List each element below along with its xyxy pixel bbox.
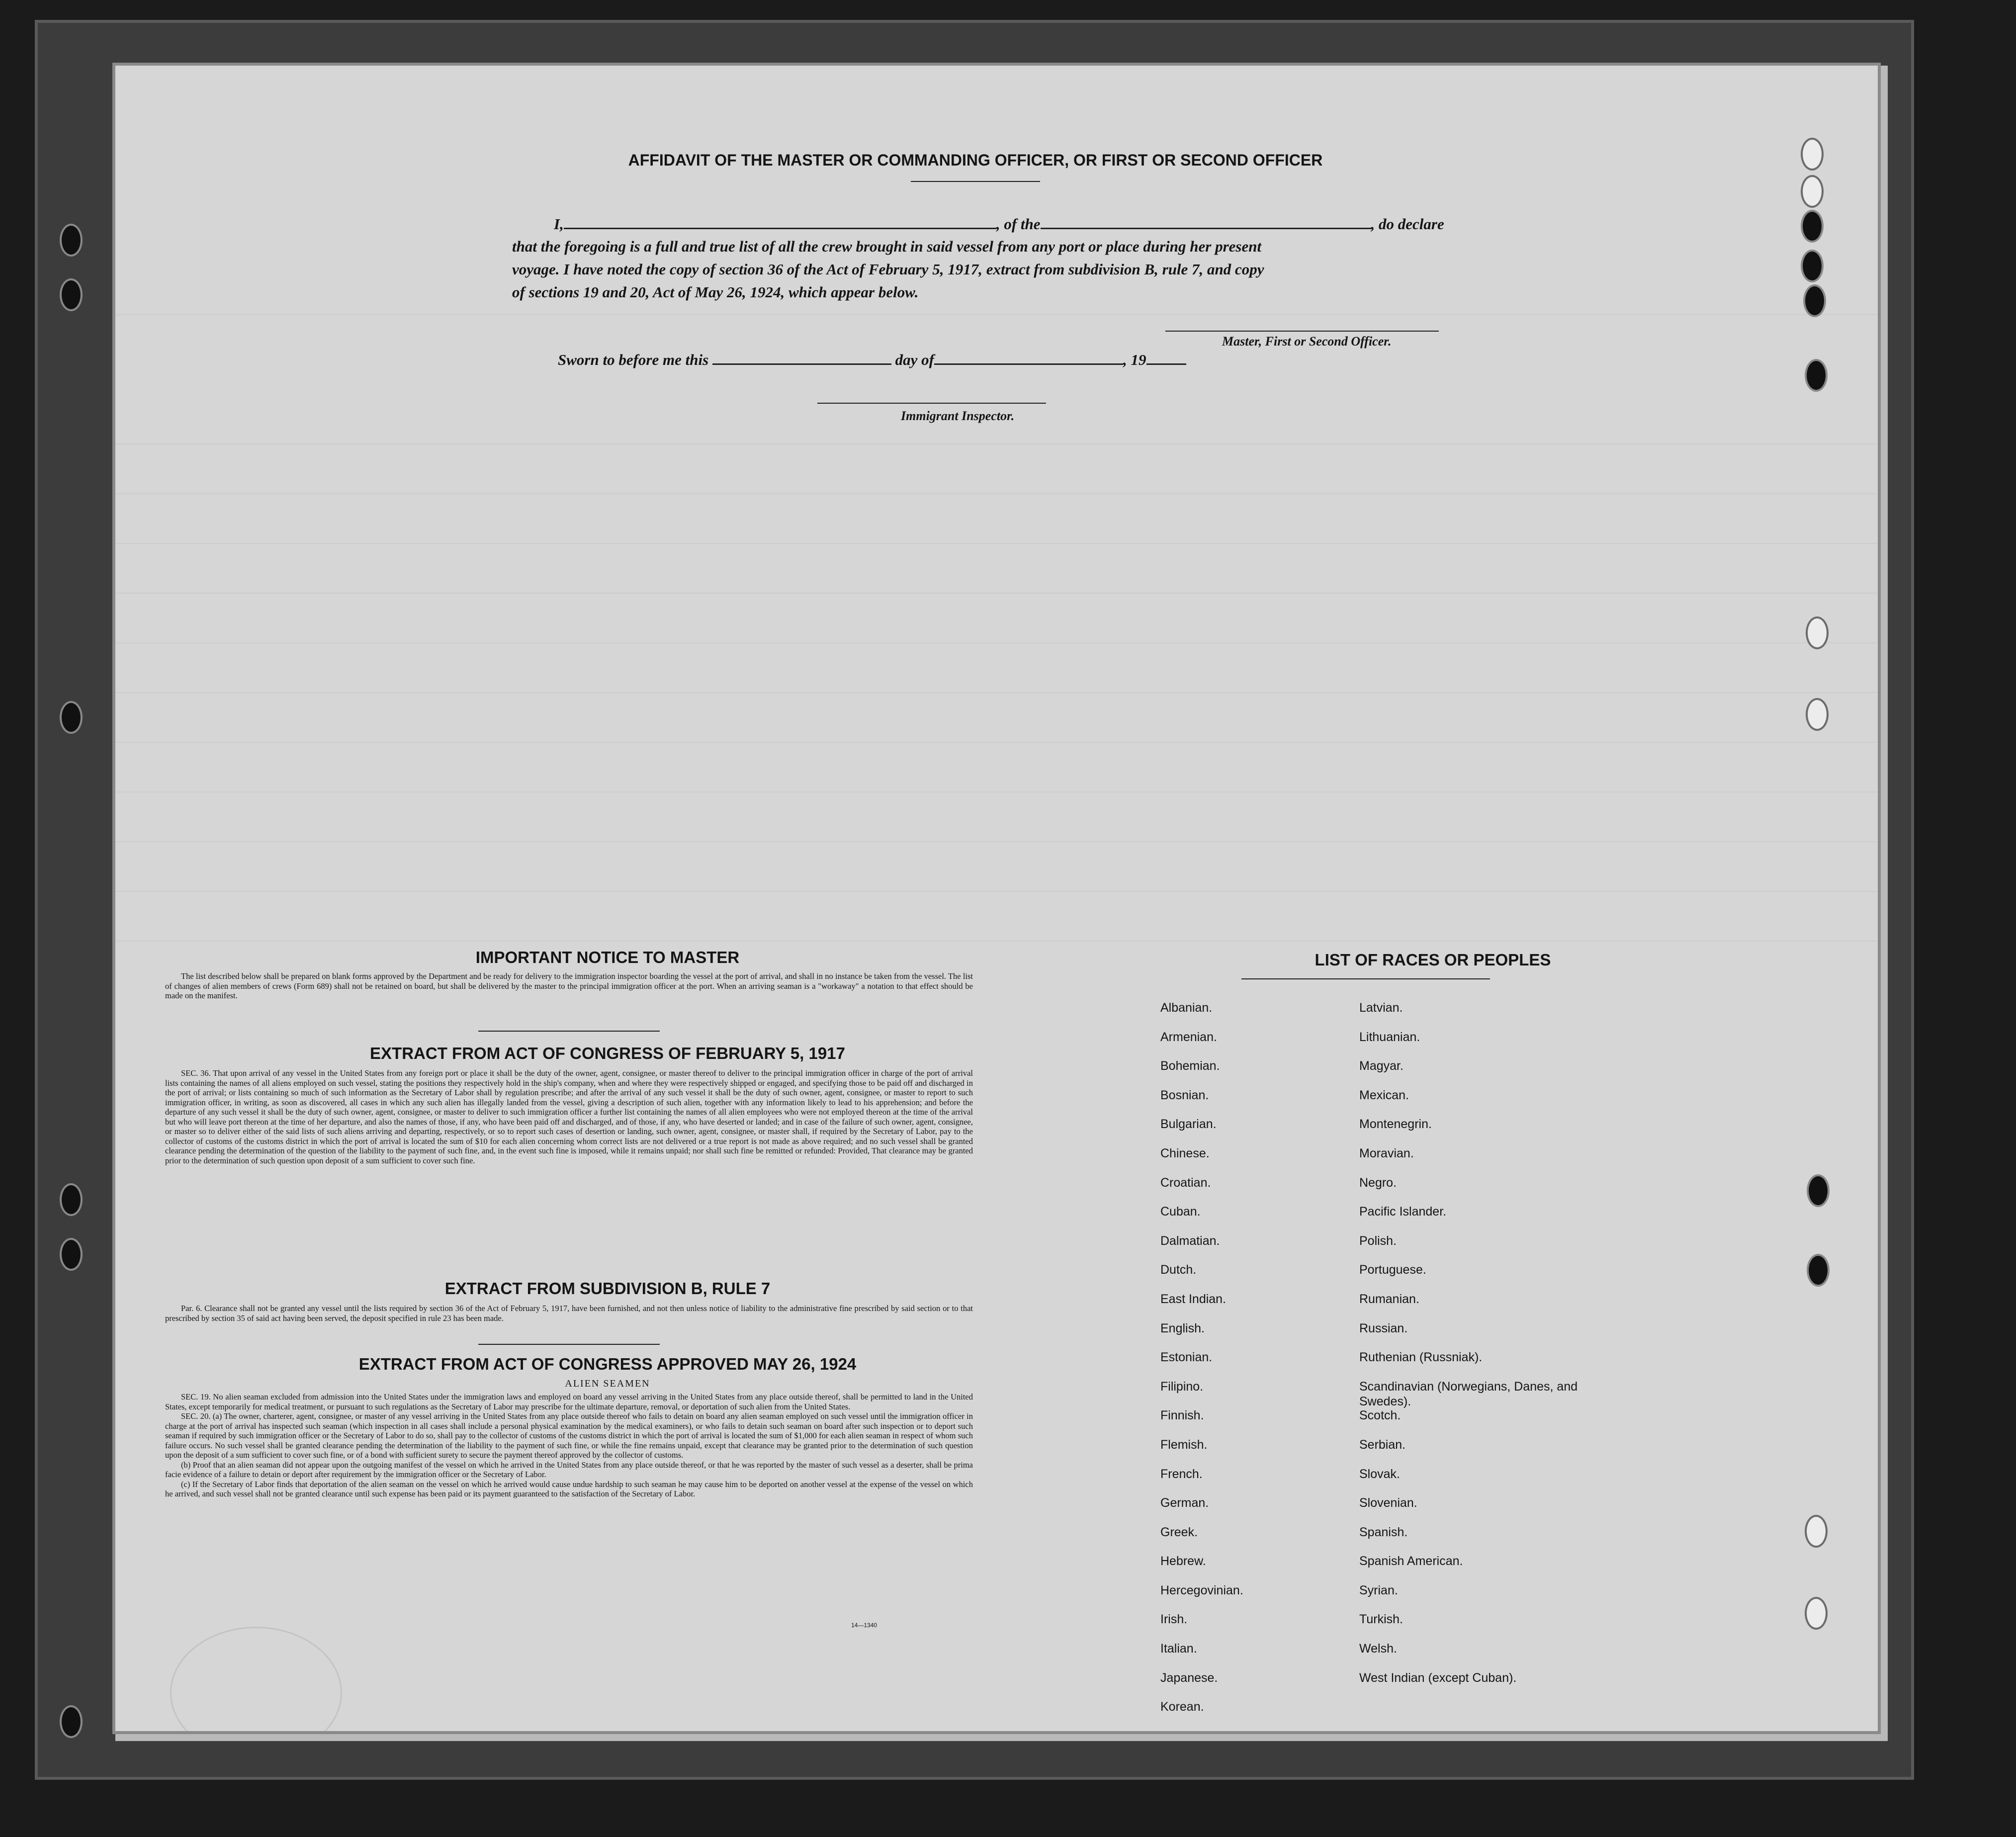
extract-rule7-heading: EXTRACT FROM SUBDIVISION B, RULE 7 <box>444 1279 771 1298</box>
heading-rule <box>911 181 1040 182</box>
section-20c-paragraph: (c) If the Secretary of Labor finds that deportation of the alien seaman on the vessel on which he arrived would cause undue hardship to such seaman he may cause him to be deported on another vessel at the expense of the vessel on which he arrived, and such vessel shall not be granted clearance until such expense has been paid or its payment guaranteed to the satisfaction of the Secretary of Labor. <box>165 1479 973 1498</box>
race-item: Negro. <box>1359 1175 1397 1190</box>
race-item: Polish. <box>1359 1233 1397 1248</box>
punch-hole <box>60 701 83 734</box>
race-item: Bosnian. <box>1160 1088 1209 1102</box>
race-item: West Indian (except Cuban). <box>1359 1670 1517 1685</box>
punch-hole <box>1806 698 1829 731</box>
punch-hole <box>1805 359 1828 392</box>
race-item: Rumanian. <box>1359 1292 1419 1306</box>
extract-1924-text <box>165 1392 973 1499</box>
year-text: , 19 <box>1123 351 1146 368</box>
race-item: Syrian. <box>1359 1583 1398 1597</box>
ghost-rule <box>115 493 1878 494</box>
inspector-signature-line <box>817 403 1046 404</box>
race-item: Moravian. <box>1359 1146 1414 1160</box>
sworn-text: Sworn to before me this <box>558 351 709 368</box>
punch-hole <box>60 278 83 311</box>
race-item: Cuban. <box>1160 1205 1201 1219</box>
vessel-blank <box>1041 215 1371 229</box>
races-heading-rule <box>1241 978 1490 979</box>
race-item: Russian. <box>1359 1321 1408 1335</box>
notice-text <box>165 971 973 1001</box>
extract-1917-text <box>165 1068 973 1165</box>
punch-hole <box>1801 210 1824 243</box>
race-item: Italian. <box>1160 1642 1197 1656</box>
extract-rule7-text <box>165 1304 973 1323</box>
race-item: Finnish. <box>1160 1408 1204 1423</box>
name-blank <box>564 215 996 229</box>
paragraph-6: Par. 6. Clearance shall not be granted any vessel until the lists required by section 36 of the Act of February 5, 1917, have been furnished, and not then unless notice of liability to the administrative fine prescribed by said section or to that prescribed by section 35 of said act having been served, the deposit specified in rule 23 has been made. <box>165 1304 973 1323</box>
ghost-rule <box>115 891 1878 892</box>
ghost-rule <box>115 443 1878 444</box>
race-item: Latvian. <box>1359 1001 1403 1015</box>
race-item: Filipino. <box>1160 1379 1204 1394</box>
punch-hole <box>60 1705 83 1738</box>
ghost-rule <box>115 543 1878 544</box>
race-item: Pacific Islander. <box>1359 1205 1447 1219</box>
race-item: Korean. <box>1160 1700 1204 1714</box>
section-19-paragraph: SEC. 19. No alien seaman excluded from admission into the United States under the immigration laws and employed on board any vessel arriving in the United States from any place outside thereof, shall be permitted to land in the United States, except temporarily for medical treatment, or pursuant to such regulations as the Secretary of Labor may prescribe for the ultimate departure, removal, or deportation of such alien from the United States. <box>165 1392 973 1411</box>
ghost-rule <box>115 941 1878 942</box>
inspector-signature-label: Immigrant Inspector. <box>901 409 1015 423</box>
race-item: Hebrew. <box>1160 1554 1206 1569</box>
punch-hole <box>1801 138 1824 171</box>
punch-hole <box>1805 1597 1828 1630</box>
ghost-rule <box>115 314 1878 315</box>
ghost-rule <box>115 593 1878 594</box>
punch-hole <box>1806 616 1829 649</box>
race-item: Montenegrin. <box>1359 1117 1432 1132</box>
race-item: Turkish. <box>1359 1612 1403 1627</box>
extract-1924-heading: EXTRACT FROM ACT OF CONGRESS APPROVED MAY 26, 1924 <box>358 1355 857 1373</box>
sworn-month-blank <box>934 350 1123 365</box>
master-signature-label: Master, First or Second Officer. <box>1222 334 1392 349</box>
race-item: Mexican. <box>1359 1088 1409 1102</box>
race-item: Magyar. <box>1359 1059 1403 1073</box>
ghost-rule <box>115 642 1878 643</box>
race-item: Portuguese. <box>1359 1263 1426 1277</box>
form-number: 14—1340 <box>851 1622 877 1629</box>
race-item: Armenian. <box>1160 1030 1217 1044</box>
punch-hole <box>1801 175 1824 208</box>
declaration-i: I, <box>554 215 564 233</box>
sworn-line <box>558 350 1186 369</box>
race-item: Dalmatian. <box>1160 1233 1220 1248</box>
race-item: Spanish American. <box>1359 1554 1463 1569</box>
punch-hole <box>1807 1174 1830 1207</box>
race-item: Japanese. <box>1160 1670 1218 1685</box>
race-item: Bulgarian. <box>1160 1117 1217 1132</box>
race-item: Scandinavian (Norwegians, Danes, and Swedes). <box>1359 1379 1578 1408</box>
punch-hole <box>60 1238 83 1271</box>
race-item: German. <box>1160 1496 1209 1510</box>
section-rule <box>478 1344 660 1345</box>
notice-heading: IMPORTANT NOTICE TO MASTER <box>475 948 740 966</box>
race-item: Scotch. <box>1359 1408 1401 1423</box>
races-right-column <box>1359 1000 1578 1699</box>
ghost-rule <box>115 692 1878 693</box>
sworn-day-blank <box>712 350 891 365</box>
day-of-text: day of <box>895 351 934 368</box>
punch-hole <box>1801 250 1824 282</box>
alien-seamen-subheading: ALIEN SEAMEN <box>565 1378 650 1389</box>
punch-hole <box>1807 1254 1830 1287</box>
race-item: English. <box>1160 1321 1205 1335</box>
declaration-line-4: of sections 19 and 20, Act of May 26, 1924, which appear below. <box>512 283 919 301</box>
race-item: Greek. <box>1160 1525 1198 1539</box>
declaration-line-1 <box>554 215 1444 233</box>
declaration-line-2: that the foregoing is a full and true list of all the crew brought in said vessel from any port or place during her present <box>512 238 1262 255</box>
race-item: Estonian. <box>1160 1350 1213 1365</box>
declaration-line-3: voyage. I have noted the copy of section 36 of the Act of February 5, 1917, extract from subdivision B, rule 7, and copy <box>512 261 1264 278</box>
races-left-column <box>1160 1000 1349 1729</box>
punch-hole <box>1803 284 1826 317</box>
race-item: Lithuanian. <box>1359 1030 1420 1044</box>
race-item: Welsh. <box>1359 1642 1397 1656</box>
affidavit-heading: AFFIDAVIT OF THE MASTER OR COMMANDING OFFICER, OR FIRST OR SECOND OFFICER <box>628 151 1323 169</box>
notice-paragraph: The list described below shall be prepared on blank forms approved by the Department and be ready for delivery to the immigration inspector boarding the vessel at the port of arrival, and shall in no instance be taken from the vessel. The list of changes of alien members of crews (Form 689) shall not be retained on board, but shall be delivered by the master to the principal immigration officer at the port. When an arriving seaman is a "workaway" a notation to that effect should be made on the manifest. <box>165 971 973 1000</box>
ghost-rule <box>115 841 1878 842</box>
race-item: Dutch. <box>1160 1263 1197 1277</box>
seal-impression <box>170 1627 342 1731</box>
master-signature-line <box>1165 331 1439 332</box>
race-item: Spanish. <box>1359 1525 1408 1539</box>
section-20b-paragraph: (b) Proof that an alien seaman did not appear upon the outgoing manifest of the vessel on which he arrived in the United States from any place outside thereof, or that he was reported by the master of such vessel as a deserter, shall be prima facie evidence of a failure to detain or deport after requirement by the immigration officer or the Secretary of Labor. <box>165 1460 973 1479</box>
races-heading: LIST OF RACES OR PEOPLES <box>1315 951 1551 969</box>
sworn-year-blank <box>1146 350 1186 365</box>
do-declare-text: , do declare <box>1371 215 1444 233</box>
document-page <box>115 66 1878 1731</box>
punch-hole <box>60 1183 83 1216</box>
section-rule <box>478 1031 660 1032</box>
extract-1917-heading: EXTRACT FROM ACT OF CONGRESS OF FEBRUARY 5, 1917 <box>370 1044 845 1062</box>
ghost-rule <box>115 791 1878 792</box>
punch-hole <box>60 224 83 257</box>
of-the-text: , of the <box>996 215 1041 233</box>
race-item: Ruthenian (Russniak). <box>1359 1350 1483 1365</box>
race-item: Hercegovinian. <box>1160 1583 1243 1597</box>
punch-hole <box>1805 1515 1828 1548</box>
section-20a-paragraph: SEC. 20. (a) The owner, charterer, agent, consignee, or master of any vessel arriving in the United States from any place outside thereof who fails to detain on board any alien seaman employed on such vessel until the immigration officer in charge at the port of arrival has inspected such seaman (which inspection in all cases shall include a personal physical examination by the medical examiners), or who fails to detain such seaman on board after such inspection or to deport such seaman if required by such immigration officer or the Secretary of Labor to do so, shall pay to the collector of customs of the customs district in which the port of arrival is located the sum of $1,000 for each alien seaman in respect of whom such failure occurs. No such vessel shall be granted clearance pending the determination of the liability to the payment of such fine, or while the fine remains unpaid, except that clearance may be granted prior to the determination of such question upon the deposit of a sum sufficient to cover such fine, or of a bond with sufficient surety to secure the payment thereof approved by the collector of customs. <box>165 1411 973 1460</box>
race-item: Chinese. <box>1160 1146 1210 1160</box>
race-item: Slovak. <box>1359 1467 1400 1481</box>
race-item: Flemish. <box>1160 1437 1208 1452</box>
race-item: Irish. <box>1160 1612 1188 1627</box>
race-item: Slovenian. <box>1359 1496 1417 1510</box>
race-item: Serbian. <box>1359 1437 1406 1452</box>
race-item: Albanian. <box>1160 1001 1213 1015</box>
race-item: Bohemian. <box>1160 1059 1220 1073</box>
race-item: East Indian. <box>1160 1292 1227 1306</box>
race-item: Croatian. <box>1160 1175 1211 1190</box>
race-item: French. <box>1160 1467 1203 1481</box>
section-36-paragraph: SEC. 36. That upon arrival of any vessel in the United States from any foreign port or place it shall be the duty of the owner, agent, consignee, or master thereof to deliver to the principal immigration officer in charge of the port of arrival lists containing the names of all aliens employed on such vessel, stating the positions they respectively hold in the ship's company, when and where they were respectively shipped or engaged, and specifying those to be paid off and discharged in the port of arrival; or lists containing so much of such information as the Secretary of Labor shall by regulation prescribe; and after the arrival of any such vessel it shall be the duty of such owner, agent, consignee, or master to report to such immigration officer, in writing, as soon as discovered, all cases in which any such alien has illegally landed from the vessel, giving a description of such alien, together with any information likely to lead to his apprehension; and before the departure of any such vessel it shall be the duty of such owner, agent, consignee, or master to deliver to such immigration officer a further list containing the names of all alien employees who were not employed thereon at the time of the arrival but who will leave port thereon at the time of her departure, and also the names of those, if any, who have been paid off and discharged, and of those, if any, who have deserted or landed; and in case of the failure of such owner, agent, consignee, or master so to deliver either of the said lists of such aliens arriving and departing, respectively, or so to report such cases of desertion or landing, such owner, agent, consignee, or master shall, if required by the Secretary of Labor, pay to the collector of customs of the customs district in which the port of arrival is located the sum of $10 for each alien concerning whom correct lists are not delivered or a true report is not made as above required; and no such vessel shall be granted clearance pending the determination of the question of the liability to the payment of such fine, and, in the event such fine is imposed, while it remains unpaid; nor shall such fine be remitted or refunded: Provided, That clearance may be granted prior to the determination of such question upon deposit of a sum sufficient to cover such fine. <box>165 1068 973 1165</box>
ghost-rule <box>115 742 1878 743</box>
